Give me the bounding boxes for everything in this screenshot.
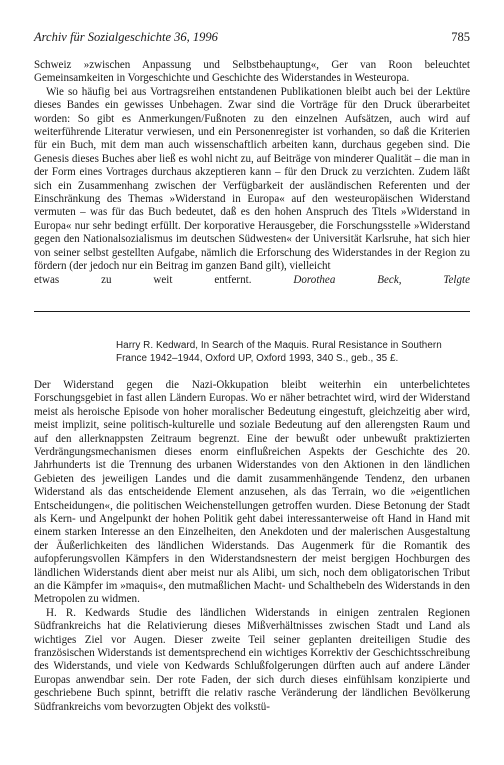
bibliography-line: Harry R. Kedward, In Search of the Maquis. Rural Resistance in Southern	[116, 339, 442, 351]
page-number: 785	[451, 30, 470, 44]
review2-paragraph: Der Widerstand gegen die Nazi-Okkupation bleibt weiterhin ein unterbelichtetes Forschungsgebiet in fast allen Ländern Europas. Wo er näher betrachtet wird, wird der Widerstand meist als heroische Episode von hoher moralischer Bedeutung eingestuft, gleichzeitig aber wird, meist implizit, seine politisch-kulturelle und soziale Bedeutung auf den allerengsten Raum und auf den allerknappsten Zeitraum begrenzt. Eine der bewußt oder unbewußt praktizierten Verdrängungsmechanismen dieses enorm einflußreichen Aspekts der Geschichte des 20. Jahrhunderts ist die Trennung des urbanen Widerstandes von den Aktionen in den ländlichen Gebieten des jeweiligen Landes und die damit zusammenhängende Tendenz, den urbanen Widerstand als das entscheidende Element anzusehen, als das Terrain, wo die »eigentlichen Entscheidungen«, die politischen Weichenstellungen getroffen wurden. Diese Betonung der Stadt als Kern- und Angelpunkt der hohen Politik geht dabei interessanterweise oft Hand in Hand mit einem starken Interesse an den Einzelheiten, den Anekdoten und der malerischen Ausgestaltung der Äußerlichkeiten des ländlichen Widerstands. Das Augenmerk für die Romantik des aufopferungsvollen Kämpfers in den Widerstandsnestern der meist bergigen Hochburgen des ländlichen Widerstands dient aber meist nur als Alibi, um sich, noch dem obligatorischen Tribut an die Kämpfer im »maquis«, den mutmaßlichen Macht- und Schalthebeln des Widerstands in den Metropolen zu widmen.	[34, 378, 470, 606]
review1-last-line: etwas zu weit entfernt.	[34, 273, 252, 286]
review2-paragraph: H. R. Kedwards Studie des ländlichen Widerstands in einigen zentralen Regionen Südfrankreichs hat die Relativierung dieses Mißverhältnisses zwischen Stadt und Land als wichtiges Ziel vor Augen. Dieser zweite Teil seiner geplanten dreiteiligen Studie des französischen Widerstands ist dementsprechend ein wichtiges Korrektiv der Geschichtsschreibung des Widerstands, und viele von Kedwards Schlußfolgerungen dürften auch auf andere Länder Europas anwendbar sein. Der rote Faden, der sich durch dieses einfühlsam konzipierte und geschriebene Buch spinnt, betrifft die relativ rasche Veränderung der ländlichen Bevölkerung Südfrankreichs vom bevorzugten Objekt des volkstü-	[34, 606, 470, 713]
book-bibliography	[116, 339, 470, 365]
review1-paragraph: Wie so häufig bei aus Vortragsreihen entstandenen Publikationen bleibt auch bei der Lektüre dieses Bandes ein gewisses Unbehagen. Zwar sind die Vorträge für den Druck überarbeitet worden: So gibt es Anmerkungen/Fußnoten zu den einzelnen Aufsätzen, auch wird auf weiterführende Literatur verwiesen, und ein Personenregister ist vorhanden, so daß die Kriterien für ein Buch, mit dem man auch wissenschaftlich arbeiten kann, durchaus gegeben sind. Die Genesis dieses Buches aber ließ es wohl nicht zu, auf Beiträge von minderer Qualität – die man in der Form eines Vortrages durchaus akzeptieren kann – für den Druck zu verzichten. Zudem läßt sich ein Zusammenhang zwischen der Verfügbarkeit der ausländischen Referenten und der Einschränkung des Themas »Widerstand in Europa« auf den westeuropäischen Widerstand vermuten – was für das Buch bedeutet, daß es den hohen Anspruch des Titels »Widerstand in Europa« nur sehr bedingt erfüllt. Der korporative Herausgeber, die Forschungsstelle »Widerstand gegen den Nationalsozialismus im deutschen Südwesten« der Universität Karlsruhe, hat sich hier von seiner selbst gestellten Aufgabe, nämlich die Erforschung des Widerstandes in der Region zu fördern (der jedoch nur ein Beitrag im ganzen Band gilt), vielleicht	[34, 85, 470, 273]
reviewer-signature: Dorothea Beck, Telgte	[293, 273, 470, 286]
review1-paragraph: Schweiz »zwischen Anpassung und Selbstbehauptung«, Ger van Roon beleuchtet Gemeinsamkeiten in Vorgeschichte und Geschichte des Widerstandes in Westeuropa.	[34, 59, 470, 85]
running-header	[34, 30, 470, 45]
review1-closing-line	[34, 274, 470, 287]
review-1	[34, 59, 470, 287]
journal-title: Archiv für Sozialgeschichte 36, 1996	[34, 30, 218, 44]
bibliography-line: France 1942–1944, Oxford UP, Oxford 1993, 340 S., geb., 35 £.	[116, 352, 399, 364]
document-page	[34, 30, 470, 714]
section-divider	[34, 311, 470, 312]
review-2	[34, 379, 470, 714]
